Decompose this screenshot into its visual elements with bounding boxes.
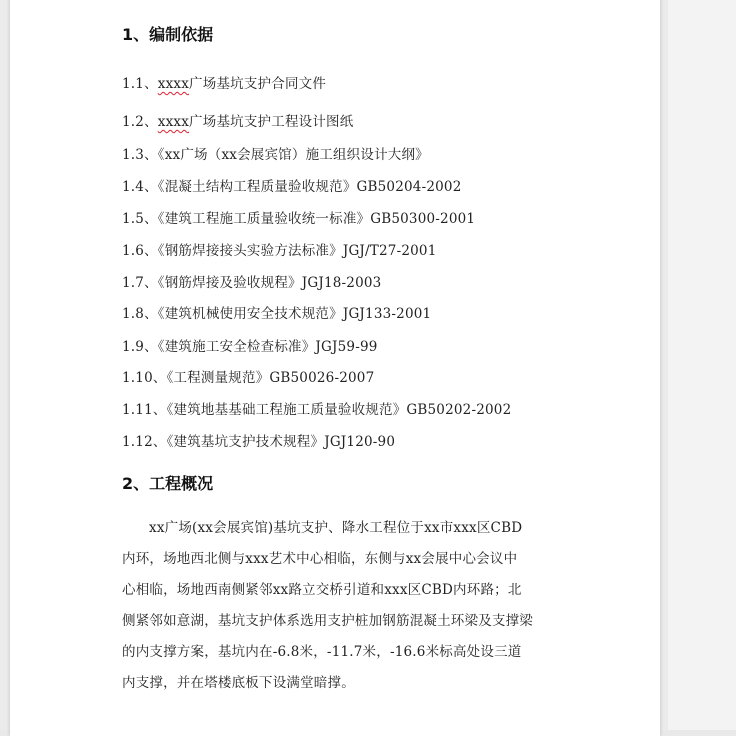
reference-text: 广场基坑支护工程设计图纸	[189, 114, 354, 130]
reference-item	[122, 110, 353, 130]
reference-item	[122, 207, 475, 227]
reference-number: 1.12、	[122, 434, 167, 450]
paragraph-line: xx广场(xx会展宾馆)基坑支护、降水工程位于xx市xxx区CBD	[149, 520, 523, 536]
reference-text: 《建筑基坑支护技术规程》JGJ120-90	[166, 434, 396, 450]
reference-text: 《钢筋焊接及验收规程》JGJ18-2003	[157, 275, 382, 291]
reference-text: 《建筑施工安全检查标准》JGJ59-99	[157, 339, 378, 355]
paragraph-line: 心相临，场地西南侧紧邻xx路立交桥引道和xxx区CBD内环路；北	[122, 582, 522, 598]
document-page	[10, 0, 660, 736]
overview-paragraph	[122, 513, 592, 699]
reference-text: 《建筑地基基础工程施工质量验收规范》GB50202-2002	[166, 402, 512, 418]
reference-item	[122, 175, 462, 195]
reference-item	[122, 72, 326, 92]
reference-number: 1.2、	[122, 114, 158, 130]
paragraph-line: 的内支撑方案，基坑内在-6.8米，-11.7米，-16.6米标高处设三道	[122, 644, 522, 660]
reference-number: 1.7、	[122, 275, 158, 291]
reference-item	[122, 398, 511, 418]
right-panel	[668, 0, 736, 730]
reference-number: 1.3、	[122, 147, 158, 163]
reference-text: 《建筑工程施工质量验收统一标准》GB50300-2001	[157, 211, 476, 227]
section2-heading: 2、工程概况	[122, 474, 214, 493]
reference-item	[122, 430, 395, 450]
reference-item	[122, 302, 431, 322]
reference-number: 1.10、	[122, 370, 167, 386]
reference-text: 《建筑机械使用安全技术规范》JGJ133-2001	[157, 306, 432, 322]
reference-text: 《钢筋焊接接头实验方法标准》JGJ/T27-2001	[157, 243, 437, 259]
reference-text: 《工程测量规范》GB50026-2007	[166, 370, 375, 386]
section1-heading: 1、编制依据	[122, 25, 214, 44]
reference-item	[122, 239, 437, 259]
reference-item	[122, 335, 378, 355]
reference-text: 广场基坑支护合同文件	[189, 76, 327, 92]
reference-number: 1.5、	[122, 211, 158, 227]
paragraph-line: 侧紧邻如意湖，基坑支护体系选用支护桩加钢筋混凝土环梁及支撑梁	[122, 613, 533, 629]
spellcheck-word: xxxx	[157, 114, 190, 130]
paragraph-line: 内环，场地西北侧与xxx艺术中心相临，东侧与xx会展中心会议中	[122, 551, 518, 567]
reference-number: 1.1、	[122, 76, 158, 92]
reference-number: 1.4、	[122, 179, 158, 195]
reference-number: 1.11、	[122, 402, 167, 418]
reference-item	[122, 271, 381, 291]
spellcheck-word: xxxx	[157, 76, 190, 92]
reference-item	[122, 366, 374, 386]
reference-number: 1.9、	[122, 339, 158, 355]
reference-item	[122, 143, 429, 163]
reference-text: 《xx广场（xx会展宾馆）施工组织设计大纲》	[157, 147, 429, 163]
reference-text: 《混凝土结构工程质量验收规范》GB50204-2002	[157, 179, 462, 195]
reference-number: 1.8、	[122, 306, 158, 322]
reference-number: 1.6、	[122, 243, 158, 259]
paragraph-line: 内支撑，并在塔楼底板下设满堂暗撑。	[122, 675, 355, 691]
